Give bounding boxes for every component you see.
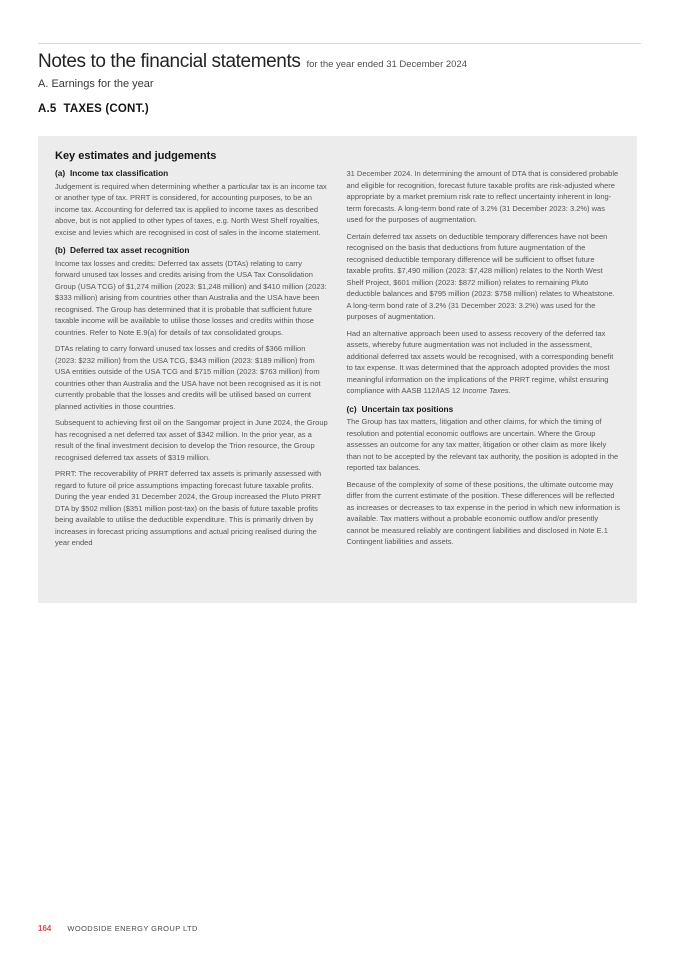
subsection-heading-a [55,168,329,178]
subsection-heading-c [347,404,621,414]
subsection-b-title: Deferred tax asset recognition [70,245,190,255]
two-column-layout [55,168,620,554]
key-estimates-box [38,136,637,603]
subsection-heading-b [55,245,329,255]
note-heading [38,103,149,115]
paragraph-dtas-not-recognised: DTAs relating to carry forward unused tax losses and credits of $366 million (2023: $232 million) from the USA TCG, $343 million (2023: $189 million) from USA entities outside of the USA TCG and $715 million (2023: $763 million) from countries other than Australia and the USA have not been recognised as it is not currently probable that the losses and credits will be utilised based on current planned activities in those countries. [55,344,321,411]
section-subtitle: A. Earnings for the year [38,78,154,90]
page-header [38,51,467,73]
note-heading-number: A.5 [38,103,57,115]
page-title: Notes to the financial statements [38,51,301,72]
left-column [55,168,329,554]
paragraph-complexity-outcome: Because of the complexity of some of these positions, the ultimate outcome may differ from the current estimate of the position. These differences will be reflected as increases or decreases to tax expense in the period in which new information is available. Tax matters without a probable economic outflow and/or presently cannot be measured reliably are contingent liabilities and disclosed in Note E.1 Contingent liabilities and assets. [346,479,620,546]
right-column [347,168,621,554]
footer-company-name: WOODSIDE ENERGY GROUP LTD [67,924,198,933]
paragraph-alternative-approach [347,328,621,397]
subsection-a-title: Income tax classification [70,168,169,178]
subsection-c-title: Uncertain tax positions [361,403,454,414]
paragraph-uncertain-positions: The Group has tax matters, litigation and other claims, for which the timing of resolution and potential economic outflows are uncertain. Where the Group assesses an outcome for any tax matter, litigation or other claim as more likely than not to be accepted by the relevant tax authority, the position is adopted in the reported tax balances. [346,417,619,472]
paragraph-dta-augmentation: 31 December 2024. In determining the amount of DTA that is considered probable and eligible for recognition, forecast future taxable profits are risk-adjusted where appropriate by a market premium risk rate to reflect uncertainty inherent in long-term forecasts. A long-term bond rate of 3.2% (31 December 2023: 3.2%) was used for the purposes of augmentation. [346,169,619,224]
subsection-c-label: (c) [346,403,357,414]
note-heading-title: TAXES (CONT.) [63,103,149,115]
footer-page-number: 164 [38,924,52,933]
page-footer [38,924,198,933]
income-taxes-reference: Income Taxes. [462,386,511,395]
key-box-title: Key estimates and judgements [55,150,217,162]
top-rule [38,43,641,44]
subsection-a-label: (a) [55,168,66,178]
paragraph-sangomar-trion: Subsequent to achieving first oil on the Sangomar project in June 2024, the Group has recognised a net deferred tax asset of $342 million. In the prior year, as a result of the final investment decision to develop the Trion resource, the Group recognised deferred tax assets of $319 million. [55,418,328,462]
subsection-b-label: (b) [55,245,66,255]
paragraph-tax-losses-credits: Income tax losses and credits: Deferred tax assets (DTAs) relating to carry forward unused tax losses and credits arising from the USA Tax Consolidation Group (USA TCG) of $1,274 million (2023: $1,248 million) and $410 million (2023: $333 million) arising from countries other than Australia and the USA have been recognised. The Group has determined that it is probable that sufficient future taxable income will be available to utilise those losses and credits within those countries. Refer to Note E.9(a) for details of tax consolidated groups. [55,258,327,337]
paragraph-prrt-recoverability: PRRT: The recoverability of PRRT deferred tax assets is primarily assessed with regard to future oil price assumptions impacting forecast future taxable profits. During the year ended 31 December 2024, the Group increased the Pluto PRRT DTA by $502 million ($351 million post-tax) on the basis of future taxable profits being available to utilise the deductible expenditure. This is primarily driven by increases in forecast pricing assumptions and actual pricing realised during the year ended [55,469,322,547]
page-subtitle: for the year ended 31 December 2024 [306,59,468,70]
paragraph-alternative-approach-text: Had an alternative approach been used to assess recovery of the deferred tax assets, whereby future augmentation was not included in the assessment, additional deferred tax assets would be recognised, with a corresponding benefit to tax expense. It was determined that the approach adopted provides the most meaningful information on the implications of the PRRT regime, whilst ensuring compliance with AASB 112/IAS 12 [346,328,614,395]
paragraph-deductible-temporary-differences: Certain deferred tax assets on deductible temporary differences have not been recognised on the basis that deductions from future augmentation of the recognised deductible temporary difference will be sufficient to offset future taxable profits. $7,490 million (2023: $7,428 million) relates to the North West Shelf Project, $601 million (2023: $872 million) relates to remaining Pluto deductible balances and $795 million (2023: $758 million) relates to Wheatstone. A long-term bond rate of 3.2% (31 December 2023: 3.2%) was used for the purposes of augmentation. [346,231,615,321]
paragraph-income-tax-classification: Judgement is required when determining whether a particular tax is an income tax or another type of tax. PRRT is considered, for accounting purposes, to be an income tax. Accounting for deferred tax is applied to income taxes as described above, but is not applied to other types of taxes, e.g. North West Shelf royalties, excise and levies which are recognised in cost of sales in the income statement. [55,181,327,237]
